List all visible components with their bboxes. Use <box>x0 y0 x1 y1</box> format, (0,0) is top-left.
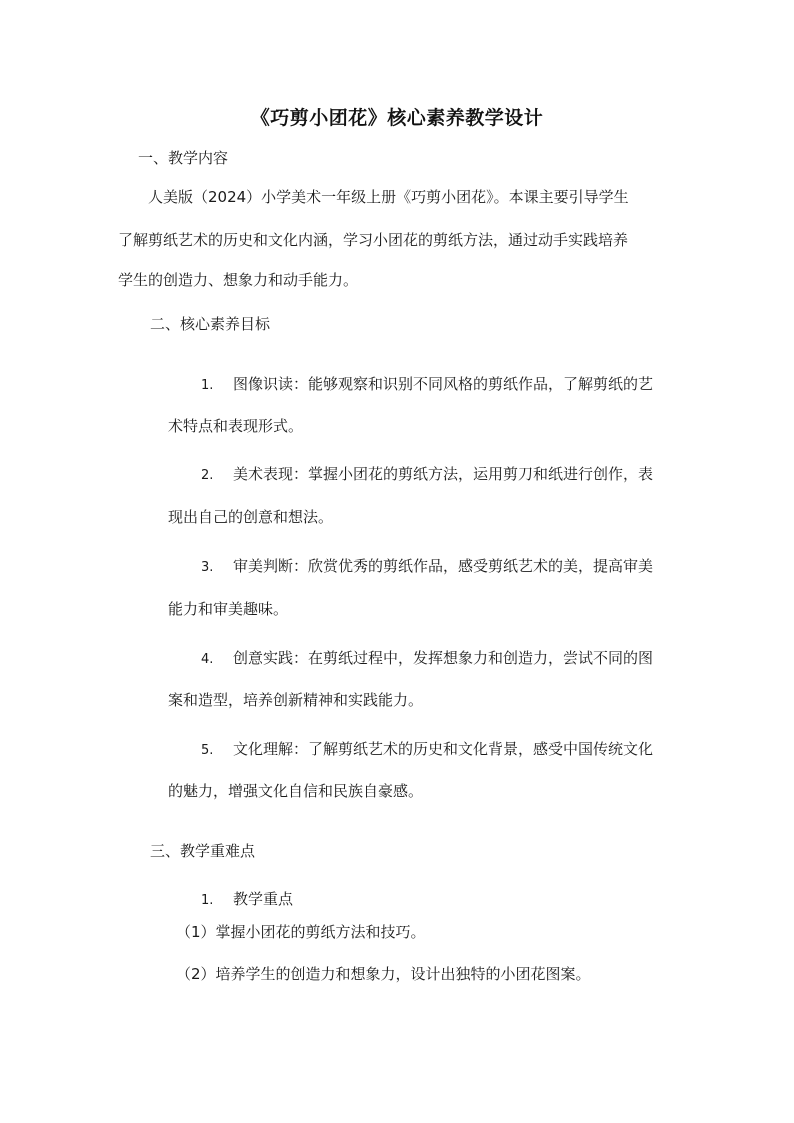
goal-line: 术特点和表现形式。 <box>168 417 304 435</box>
subsection-number: 1. <box>201 893 214 908</box>
goal-line: 现出自己的创意和想法。 <box>168 508 334 526</box>
goal-number: 2. <box>201 468 214 483</box>
goal-number: 3. <box>201 560 214 575</box>
paragraph-line: 人美版（2024）小学美术一年级上册《巧剪小团花》。本课主要引导学生 <box>148 188 629 206</box>
goal-line: 审美判断：欣赏优秀的剪纸作品，感受剪纸艺术的美，提高审美 <box>233 557 654 575</box>
paragraph-line: 学生的创造力、想象力和动手能力。 <box>118 271 359 289</box>
goal-line: 能力和审美趣味。 <box>168 600 289 618</box>
goal-line: 图像识读：能够观察和识别不同风格的剪纸作品，了解剪纸的艺 <box>233 375 654 393</box>
section-heading-goals: 二、核心素养目标 <box>150 315 271 333</box>
goal-line: 创意实践：在剪纸过程中，发挥想象力和创造力，尝试不同的图 <box>233 649 654 667</box>
goal-line: 的魅力，增强文化自信和民族自豪感。 <box>168 782 424 800</box>
goal-number: 5. <box>201 743 214 758</box>
paragraph-line: 了解剪纸艺术的历史和文化内涵，学习小团花的剪纸方法，通过动手实践培养 <box>118 231 629 249</box>
goal-line: 美术表现：掌握小团花的剪纸方法，运用剪刀和纸进行创作，表 <box>233 465 654 483</box>
key-point: （1）掌握小团花的剪纸方法和技巧。 <box>176 923 426 941</box>
goal-number: 1. <box>201 378 214 393</box>
section-heading-content: 一、教学内容 <box>138 149 229 167</box>
subsection-title: 教学重点 <box>233 890 294 908</box>
goal-line: 案和造型，培养创新精神和实践能力。 <box>168 691 424 709</box>
goal-number: 4. <box>201 652 214 667</box>
key-point: （2）培养学生的创造力和想象力，设计出独特的小团花图案。 <box>176 965 591 983</box>
goal-line: 文化理解：了解剪纸艺术的历史和文化背景，感受中国传统文化 <box>233 740 654 758</box>
document-title: 《巧剪小团花》核心素养教学设计 <box>250 107 544 129</box>
section-heading-keypoints: 三、教学重难点 <box>150 842 256 860</box>
